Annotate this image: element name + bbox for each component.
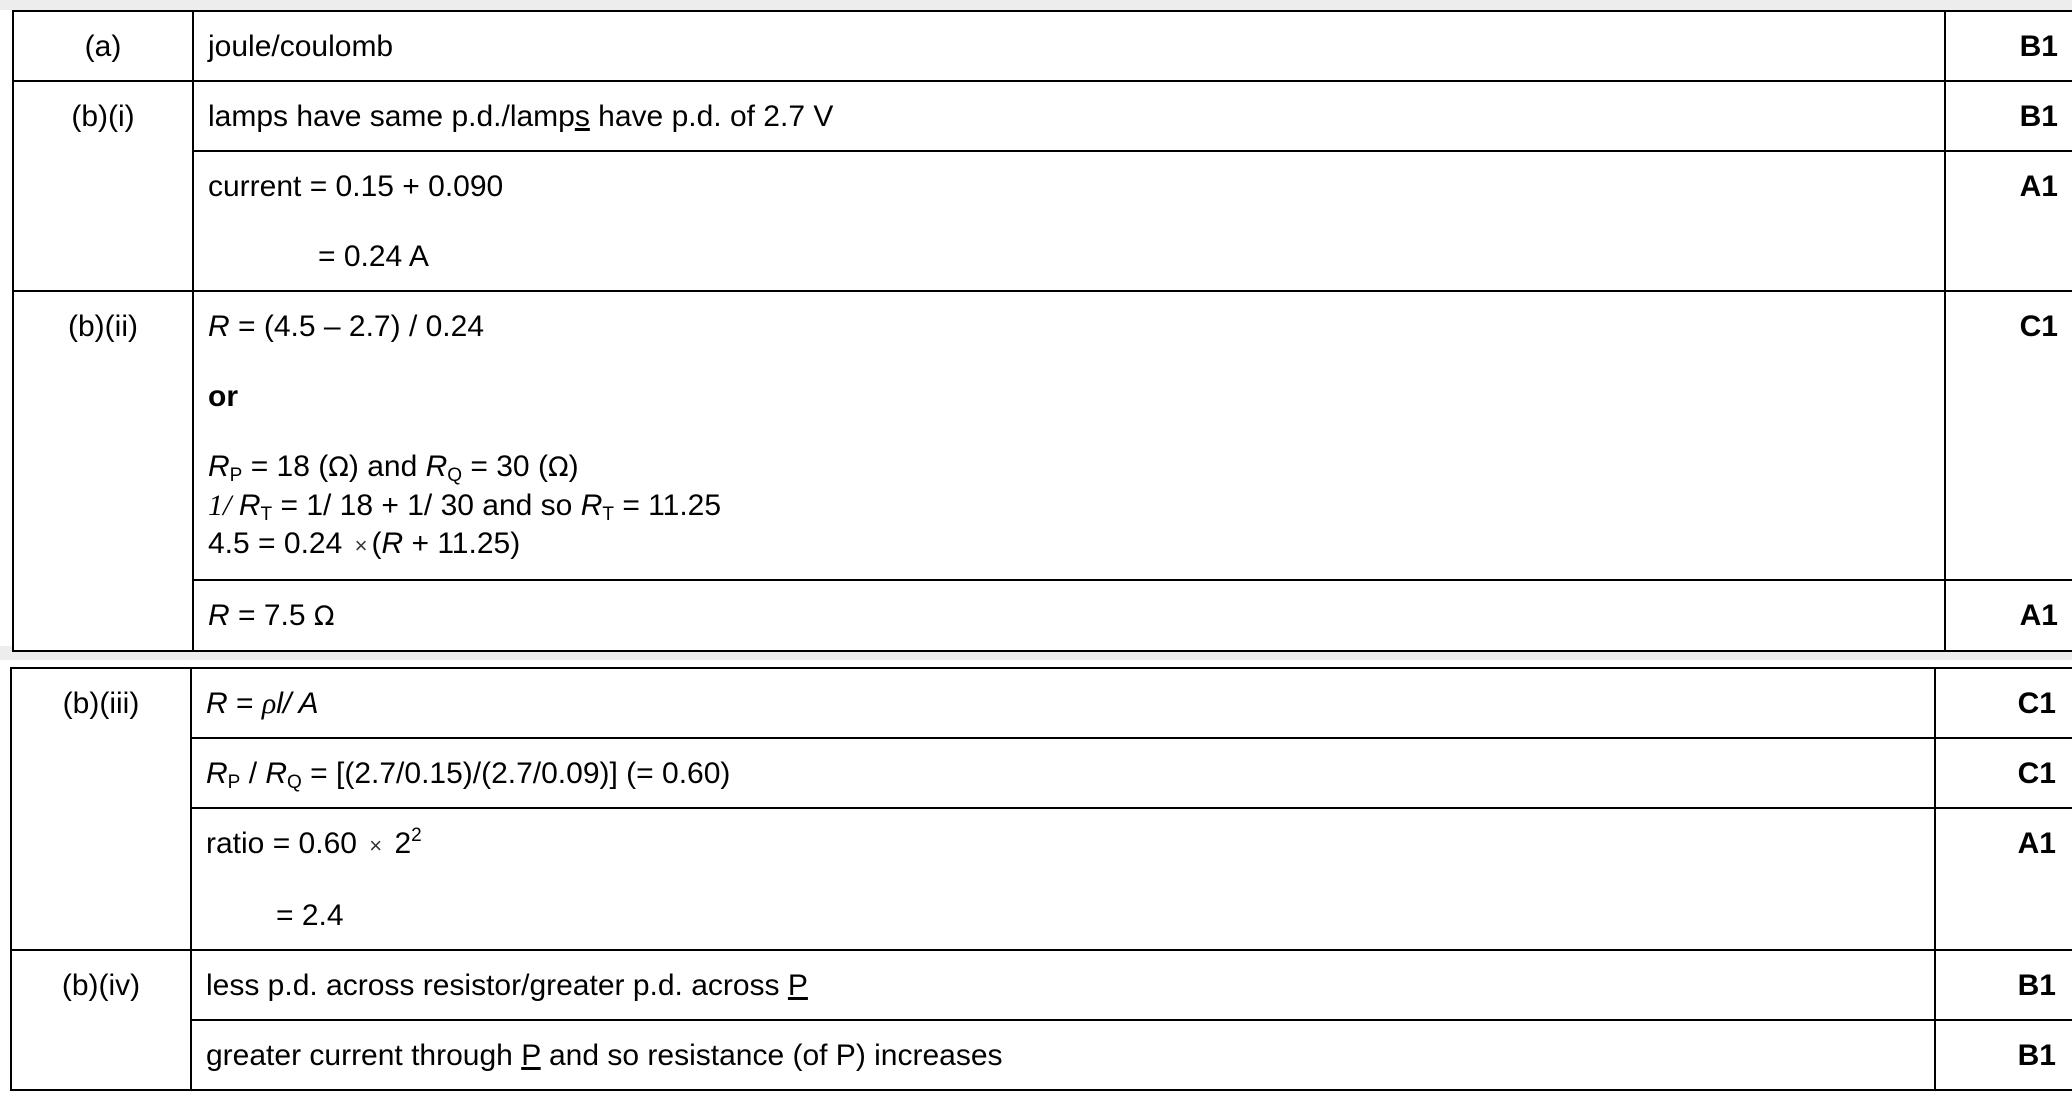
answer-text (208, 98, 1930, 136)
text-segment: = [(2.7/0.15)/(2.7/0.09)] (= 0.60) (301, 757, 731, 790)
answer-cell (193, 11, 1945, 81)
text-segment: = 18 ( (242, 450, 329, 483)
text-segment: + 11.25) (403, 527, 521, 560)
answer-text (208, 308, 1930, 346)
underlined-text: P (521, 1039, 541, 1072)
text-segment: and so resistance (of P) increases (540, 1039, 1003, 1072)
mark-cell: B1 (1935, 1020, 2072, 1090)
var-R: R (206, 757, 228, 790)
mark-cell: B1 (1945, 81, 2072, 151)
answer-text (208, 487, 1930, 525)
question-label: (a) (13, 11, 193, 81)
subscript: Q (287, 772, 302, 793)
text-segment: 4.5 = 0.24 (208, 527, 351, 560)
answer-text (206, 825, 1920, 865)
answer-cell (193, 151, 1945, 291)
subscript: P (227, 772, 241, 793)
text-segment: ) and (348, 450, 426, 483)
answer-cell (191, 1020, 1935, 1090)
underlined-text: s (574, 100, 590, 133)
question-label: (b)(iv) (11, 950, 191, 1090)
text-segment: have p.d. of 2.7 V (589, 100, 834, 133)
text-segment: / (240, 757, 266, 790)
text-segment: lamps have same p.d./lamp (208, 100, 575, 133)
answer-text (206, 685, 1920, 723)
table-row (13, 81, 2072, 151)
table-row (11, 950, 2072, 1020)
answer-cell (191, 668, 1935, 738)
table-row (11, 738, 2072, 808)
omega-symbol: Ω (328, 452, 349, 483)
underlined-text: P (787, 969, 808, 1002)
var-R: R (580, 489, 603, 522)
mark-cell: A1 (1945, 151, 2072, 291)
question-label: (b)(i) (13, 81, 193, 291)
var-A: / A (282, 687, 319, 720)
text-segment: ratio = 0.60 (206, 827, 366, 860)
question-label: (b)(ii) (13, 291, 193, 651)
omega-symbol: Ω (547, 452, 569, 483)
rho-symbol: ρ (261, 687, 277, 720)
mark-cell: A1 (1945, 580, 2072, 651)
text-segment: ( (371, 527, 382, 560)
var-R: R (208, 450, 230, 483)
mark-cell: C1 (1935, 668, 2072, 738)
var-R: R (206, 687, 228, 720)
omega-symbol: Ω (313, 601, 335, 632)
table-row (11, 808, 2072, 950)
table-row (13, 580, 2072, 651)
answer-cell (191, 738, 1935, 808)
text-segment: = 30 ( (462, 450, 548, 483)
text-segment: = 1/ 18 + 1/ 30 and so (272, 489, 581, 522)
table-row (13, 151, 2072, 291)
table-bottom (10, 667, 2072, 1091)
mark-cell: A1 (1935, 808, 2072, 950)
answer-text (206, 967, 1920, 1005)
mark-cell: B1 (1935, 950, 2072, 1020)
answer-text: or (208, 380, 238, 413)
mark-cell: C1 (1935, 738, 2072, 808)
answer-text: = 2.4 (276, 899, 344, 932)
text-segment: less p.d. across resistor/greater p.d. across (206, 969, 788, 1002)
subscript: P (229, 465, 243, 486)
text-segment: greater current through (206, 1039, 522, 1072)
subscript: T (602, 504, 614, 525)
table-row (11, 1020, 2072, 1090)
table-row (11, 668, 2072, 738)
answer-cell (191, 950, 1935, 1020)
var-R: R (238, 489, 261, 522)
times-symbol: × (354, 533, 368, 558)
superscript: 2 (411, 825, 422, 846)
text-segment: = (4.5 – 2.7) / 0.24 (229, 310, 484, 343)
answer-cell (191, 808, 1935, 950)
var-R: R (265, 757, 288, 790)
text-segment: 2 (386, 827, 412, 860)
answer-text (208, 448, 1930, 487)
mark-scheme-table-top (12, 10, 2072, 652)
answer-cell (193, 81, 1945, 151)
table-top (12, 10, 2072, 652)
subscript: Q (447, 465, 463, 486)
table-row (13, 11, 2072, 81)
question-label: (b)(iii) (11, 668, 191, 950)
var-R: R (381, 527, 404, 560)
answer-text (206, 755, 1920, 793)
var-R: R (208, 599, 230, 632)
text-segment: ) (568, 450, 579, 483)
text-segment: = (227, 687, 262, 720)
answer-cell (193, 580, 1945, 651)
table-row (13, 291, 2072, 580)
mark-cell: B1 (1945, 11, 2072, 81)
page-top-strip (0, 0, 2072, 10)
answer-text: joule/coulomb (208, 30, 394, 63)
text-segment: = 7.5 (229, 599, 314, 632)
var-l: l (276, 687, 283, 720)
var-R: R (425, 450, 448, 483)
times-symbol: × (369, 833, 383, 858)
answer-cell (193, 291, 1945, 580)
answer-text (208, 597, 1930, 636)
text-segment: = 11.25 (613, 489, 722, 522)
answer-text (208, 525, 1930, 565)
answer-text: current = 0.15 + 0.090 (208, 170, 504, 203)
mark-scheme-table-bottom (10, 667, 2072, 1091)
answer-text (206, 1037, 1920, 1075)
var-R: R (208, 310, 230, 343)
text-segment: 1/ (208, 489, 239, 522)
mark-cell: C1 (1945, 291, 2072, 580)
answer-text: = 0.24 A (318, 240, 429, 273)
subscript: T (260, 504, 273, 525)
